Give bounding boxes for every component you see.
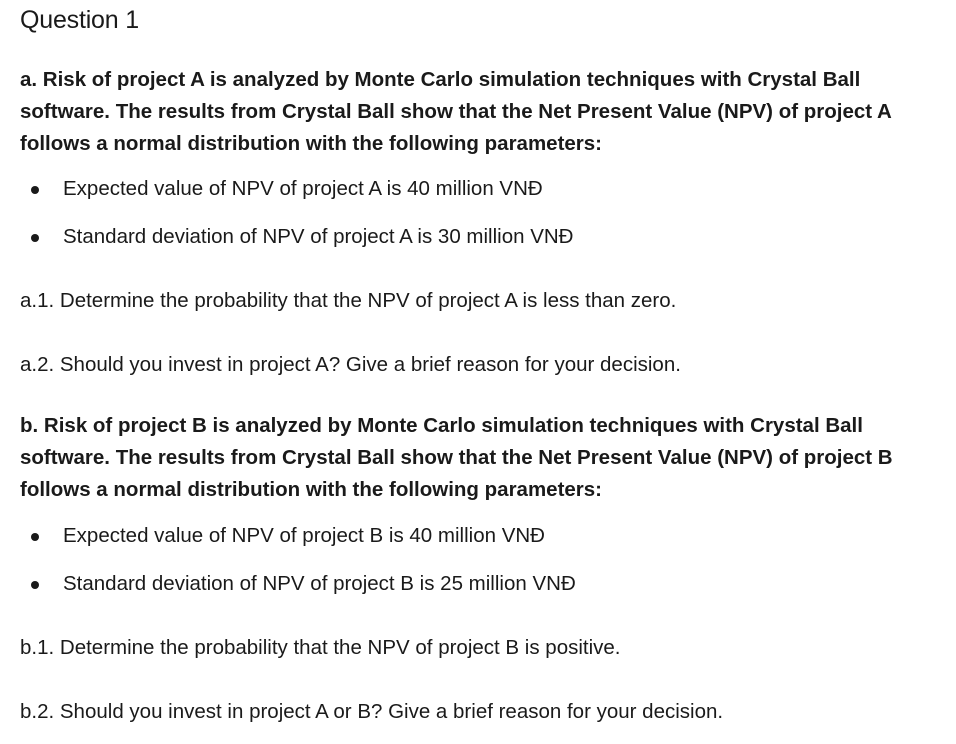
- bullet-icon: [31, 581, 39, 589]
- question-a2: a.2. Should you invest in project A? Give a brief reason for your decision.: [20, 353, 681, 376]
- bullet-icon: [31, 234, 39, 242]
- part-a-intro: a. Risk of project A is analyzed by Monte Carlo simulation techniques with Crystal Ball software. The results from Crystal Ball show that the Net Present Value (NPV) of project A follows a normal distribution with the following parameters:: [20, 68, 892, 155]
- question-b2: b.2. Should you invest in project A or B? Give a brief reason for your decision.: [20, 700, 724, 723]
- question-b1: b.1. Determine the probability that the NPV of project B is positive.: [20, 636, 621, 659]
- bullet-icon: [31, 186, 39, 194]
- bullet-icon: [31, 533, 39, 541]
- question-title: Question 1: [20, 6, 139, 34]
- part-b-bullet-stddev-text: Standard deviation of NPV of project B is 25 million VNĐ: [63, 572, 576, 595]
- part-a-bullet-stddev-text: Standard deviation of NPV of project A is 30 million VNĐ: [63, 225, 574, 248]
- question-a1: a.1. Determine the probability that the NPV of project A is less than zero.: [20, 289, 677, 312]
- part-b-intro: b. Risk of project B is analyzed by Monte Carlo simulation techniques with Crystal Ball software. The results from Crystal Ball show that the Net Present Value (NPV) of project B follows a normal distribution with the following parameters:: [20, 414, 893, 501]
- part-a-bullet-expected-text: Expected value of NPV of project A is 40 million VNĐ: [63, 177, 543, 200]
- part-b-bullet-expected-text: Expected value of NPV of project B is 40 million VNĐ: [63, 524, 545, 547]
